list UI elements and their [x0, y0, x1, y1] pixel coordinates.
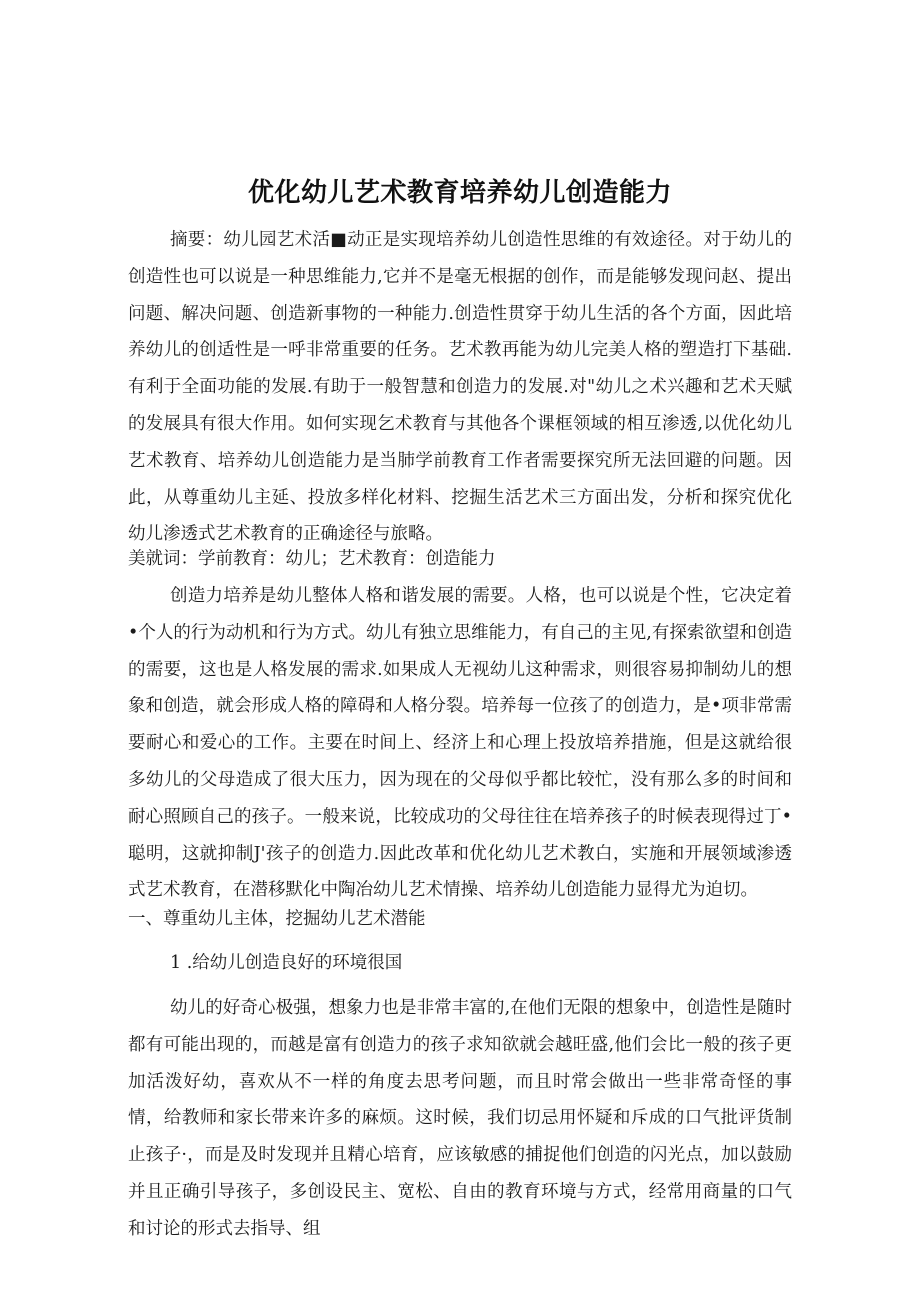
abstract-paragraph: 摘要：幼儿园艺术活■动正是实现培养幼儿创造性思维的有效途径。对于幼儿的创造性也可以说是一种思维能力,它并不是毫无根据的创作，而是能够发现问赵、提出问题、解决问题、创造新事物的一种能力.创造性贯穿于幼儿生活的各个方面，因此培养幼儿的创适性是一呼非常重要的任务。艺术教再能为幼儿完美人格的塑造打下基础.有利于全面功能的发展.有助于一般智慧和创造力的发展.对"幼儿之术兴趣和艺术天赋的发展具有很大作用。如何实现乞术教育与其他各个课框领域的相互渗透,以优化幼儿艺术教育、培养幼儿创造能力是当肺学前教育工作者需要探究所无法回避的问题。因此，从尊重幼儿主延、投放多样化材料、挖掘生活艺术三方面出发，分析和探究优化幼儿渗透式艺术教育的正确途径与旅略。: [128, 230, 792, 545]
keywords-line: 美就词：学前教育：幼儿；艺术教育：创造能力: [128, 549, 496, 569]
intro-paragraph: 创造力培养是幼儿整体人格和谐发展的需要。人格，也可以说是个性，它决定着•个人的行为动机和行为方式。幼儿有独立思维能力，有自己的主见,有探索欲望和创造的需要，这也是人格发展的需求.如果成人无视幼儿这种需求，则很容易抑制幼儿的想象和创造，就会形成人格的障碍和人格分裂。培养每一位孩了的创造力，是•项非常需要耐心和爱心的工作。主要在时间上、经济上和心理上投放培养措施，但是这就给很多幼儿的父母造成了很大压力，因为现在的父母似乎都比较忙，没有那么多的时间和耐心照顾自己的孩子。一般来说，比较成功的父母往往在培养孩子的时候表现得过丁•聪明，这就抑制J'孩子的创造力.因此改革和优化幼儿艺术教白，实施和开展领域渗透式艺术教育，在潜移默化中陶冶幼儿艺术情操、培养幼儿创造能力显得尤为迫切。: [128, 586, 792, 901]
body-paragraph: 幼儿的好奇心极强，想象力也是非常丰富的,在他们无限的想象中，创造性是随时都有可能出现的，而越是富有创造力的孩子求知欲就会越旺盛,他们会比一般的孩子更加活泼好幼，喜欢从不一样的角度去思考问题，而且时常会做出一些非常奇怪的事情，给教师和家长带来许多的麻烦。这时候，我们切忌用怀疑和斥成的口气批评货制止孩子·，而是及时发现并且精心培育，应该敏感的捕捉他们创造的闪光点，加以鼓励并且正确引导孩子，多创设民主、宽松、自由的教育环境与方式，经常用商量的口气和讨论的形式去指导、组: [128, 998, 792, 1239]
section-heading: 一、尊重幼儿主体，挖掘幼儿艺术潜能: [128, 909, 426, 929]
document-title: 优化幼儿艺术教育培养幼儿创造能力: [247, 178, 672, 208]
subsection-heading: 1 .给幼儿创造良好的环境很国: [170, 953, 403, 973]
